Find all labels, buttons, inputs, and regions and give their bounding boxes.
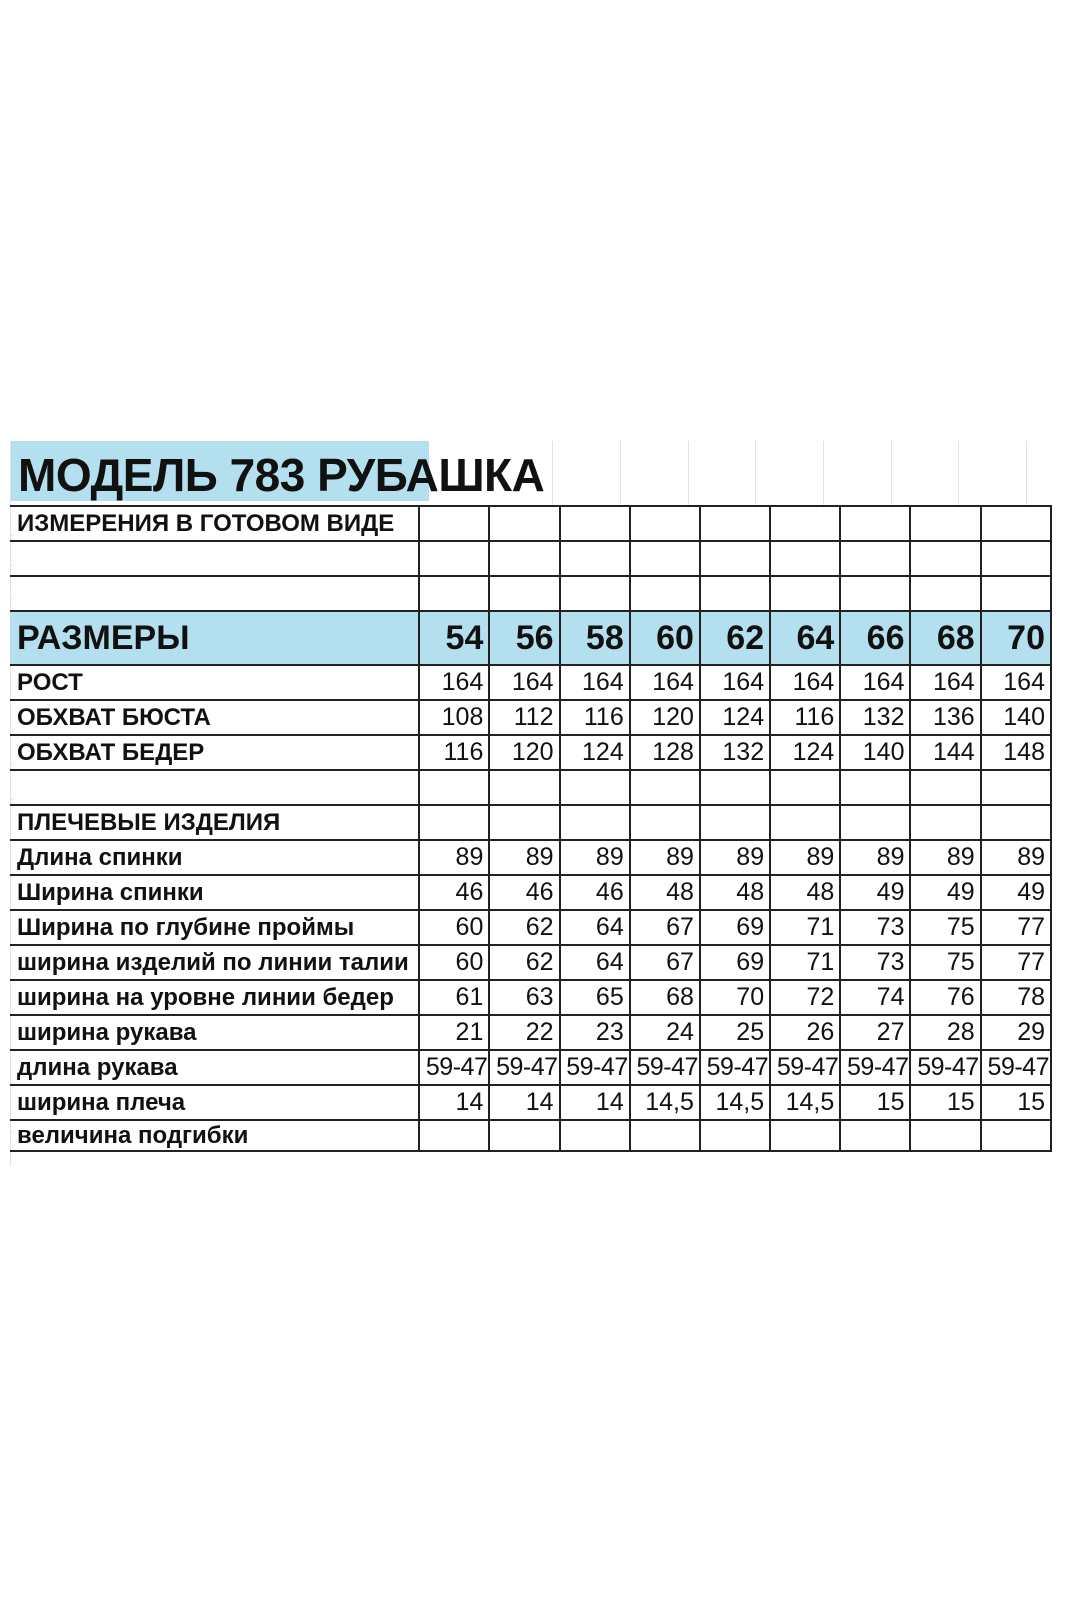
gridline [688,441,689,507]
value-cell: 89 [489,840,559,875]
value-cell [700,770,770,805]
row-label: Ширина спинки [10,875,419,910]
value-cell: 132 [840,700,910,735]
value-cell: 70 [700,980,770,1015]
value-cell: 77 [981,910,1051,945]
body-measurement-row [10,665,1051,700]
value-cell: 23 [560,1015,630,1050]
value-cell: 89 [700,840,770,875]
size-header-cell: 68 [910,611,980,665]
value-cell: 89 [981,840,1051,875]
size-header-cell: 58 [560,611,630,665]
value-cell [700,805,770,840]
gridline [552,441,553,507]
value-cell: 59-47 [489,1050,559,1085]
value-cell [840,770,910,805]
value-cell: 164 [910,665,980,700]
value-cell: 89 [840,840,910,875]
value-cell [419,576,489,611]
row-label: Ширина по глубине проймы [10,910,419,945]
value-cell [840,805,910,840]
value-cell [910,576,980,611]
cut-off-label: величина подгибки [10,1120,419,1151]
value-cell [489,805,559,840]
value-cell [630,506,700,541]
value-cell: 89 [630,840,700,875]
value-cell: 46 [489,875,559,910]
value-cell: 61 [419,980,489,1015]
value-cell: 14,5 [700,1085,770,1120]
value-cell: 48 [630,875,700,910]
size-header-cell: 66 [840,611,910,665]
value-cell: 62 [489,910,559,945]
value-cell: 65 [560,980,630,1015]
value-cell: 64 [560,945,630,980]
value-cell: 69 [700,945,770,980]
value-cell: 78 [981,980,1051,1015]
value-cell [419,541,489,576]
value-cell: 73 [840,910,910,945]
row-label: ширина изделий по линии талии [10,945,419,980]
value-cell: 124 [770,735,840,770]
size-header-cell: 62 [700,611,770,665]
value-cell [840,576,910,611]
value-cell: 120 [630,700,700,735]
value-cell: 67 [630,945,700,980]
value-cell: 89 [910,840,980,875]
value-cell: 14 [419,1085,489,1120]
row-label: ширина рукава [10,1015,419,1050]
value-cell: 140 [840,735,910,770]
value-cell [560,541,630,576]
value-cell: 14 [489,1085,559,1120]
value-cell [560,805,630,840]
value-cell: 68 [630,980,700,1015]
value-cell [981,770,1051,805]
value-cell [910,1120,980,1151]
value-cell [770,506,840,541]
value-cell [770,805,840,840]
value-cell [560,770,630,805]
value-cell [840,1120,910,1151]
value-cell [630,1120,700,1151]
value-cell [910,805,980,840]
row-label: ширина на уровне линии бедер [10,980,419,1015]
value-cell [981,541,1051,576]
garment-measurement-row [10,910,1051,945]
value-cell [910,770,980,805]
value-cell: 75 [910,945,980,980]
value-cell [981,576,1051,611]
value-cell: 164 [419,665,489,700]
value-cell: 14,5 [630,1085,700,1120]
value-cell [560,506,630,541]
value-cell: 116 [419,735,489,770]
value-cell [630,541,700,576]
value-cell: 21 [419,1015,489,1050]
body-measurement-row [10,735,1051,770]
gridline [620,441,621,507]
value-cell: 136 [910,700,980,735]
value-cell [770,1120,840,1151]
value-cell [630,576,700,611]
row-label: ОБХВАТ БЮСТА [10,700,419,735]
value-cell: 71 [770,910,840,945]
value-cell: 164 [770,665,840,700]
value-cell [981,1120,1051,1151]
value-cell [981,506,1051,541]
value-cell: 49 [981,875,1051,910]
garment-measurement-row [10,1015,1051,1050]
size-header-cell: 70 [981,611,1051,665]
value-cell: 59-47 [770,1050,840,1085]
value-cell [630,805,700,840]
value-cell: 15 [981,1085,1051,1120]
section-title-row [10,805,1051,840]
value-cell: 89 [560,840,630,875]
value-cell: 59-47 [560,1050,630,1085]
value-cell: 25 [700,1015,770,1050]
garment-measurement-row [10,1050,1051,1085]
value-cell: 59-47 [419,1050,489,1085]
empty-row [10,770,1051,805]
row-label: длина рукава [10,1050,419,1085]
value-cell: 59-47 [630,1050,700,1085]
value-cell: 71 [770,945,840,980]
size-header-cell: 54 [419,611,489,665]
value-cell: 59-47 [840,1050,910,1085]
value-cell: 144 [910,735,980,770]
garment-measurement-row [10,875,1051,910]
sizes-header-row [10,611,1051,665]
value-cell: 14,5 [770,1085,840,1120]
value-cell: 120 [489,735,559,770]
value-cell: 67 [630,910,700,945]
value-cell: 77 [981,945,1051,980]
value-cell [489,576,559,611]
value-cell: 59-47 [981,1050,1051,1085]
garment-measurement-row [10,1085,1051,1120]
value-cell: 164 [981,665,1051,700]
value-cell: 64 [560,910,630,945]
value-cell: 63 [489,980,559,1015]
value-cell [489,770,559,805]
gridline [755,441,756,507]
garment-measurement-row [10,945,1051,980]
size-table [10,505,1052,1152]
value-cell: 27 [840,1015,910,1050]
value-cell [700,541,770,576]
value-cell: 164 [630,665,700,700]
row-label: ОБХВАТ БЕДЕР [10,735,419,770]
gridline [1026,441,1027,507]
value-cell: 48 [700,875,770,910]
value-cell: 46 [419,875,489,910]
value-cell [560,1120,630,1151]
value-cell [419,1120,489,1151]
value-cell: 164 [560,665,630,700]
value-cell: 72 [770,980,840,1015]
value-cell: 49 [910,875,980,910]
value-cell: 24 [630,1015,700,1050]
value-cell: 148 [981,735,1051,770]
value-cell: 15 [840,1085,910,1120]
value-cell: 164 [700,665,770,700]
garment-measurement-row [10,840,1051,875]
value-cell [770,576,840,611]
value-cell [560,576,630,611]
value-cell: 48 [770,875,840,910]
value-cell [419,506,489,541]
gridline [891,441,892,507]
value-cell [419,805,489,840]
value-cell: 14 [560,1085,630,1120]
value-cell: 124 [700,700,770,735]
value-cell [840,541,910,576]
value-cell [489,1120,559,1151]
value-cell: 62 [489,945,559,980]
size-table-body [10,506,1051,1151]
value-cell: 112 [489,700,559,735]
value-cell: 128 [630,735,700,770]
value-cell: 29 [981,1015,1051,1050]
value-cell [489,541,559,576]
empty-row [10,541,1051,576]
value-cell [981,805,1051,840]
row-label [10,576,419,611]
value-cell: 164 [489,665,559,700]
value-cell [630,770,700,805]
row-label: Длина спинки [10,840,419,875]
sizes-label: РАЗМЕРЫ [10,611,419,665]
value-cell: 22 [489,1015,559,1050]
value-cell: 15 [910,1085,980,1120]
value-cell: 89 [770,840,840,875]
value-cell [910,541,980,576]
value-cell: 69 [700,910,770,945]
row-label [10,770,419,805]
row-label: РОСТ [10,665,419,700]
row-label: ширина плеча [10,1085,419,1120]
value-cell: 76 [910,980,980,1015]
size-chart-sheet [10,441,1053,1166]
value-cell: 89 [419,840,489,875]
body-measurement-row [10,700,1051,735]
value-cell [840,506,910,541]
value-cell [700,576,770,611]
value-cell [770,770,840,805]
cut-off-row [10,1120,1051,1151]
empty-row [10,576,1051,611]
size-header-cell: 60 [630,611,700,665]
value-cell: 75 [910,910,980,945]
value-cell [700,1120,770,1151]
row-label [10,541,419,576]
value-cell: 46 [560,875,630,910]
garment-measurement-row [10,980,1051,1015]
value-cell: 74 [840,980,910,1015]
value-cell: 59-47 [910,1050,980,1085]
size-header-cell: 56 [489,611,559,665]
value-cell: 132 [700,735,770,770]
value-cell: 140 [981,700,1051,735]
gridline [958,441,959,507]
value-cell: 164 [840,665,910,700]
value-cell: 26 [770,1015,840,1050]
subtitle-row [10,506,1051,541]
size-header-cell: 64 [770,611,840,665]
value-cell: 59-47 [700,1050,770,1085]
page-title: МОДЕЛЬ 783 РУБАШКА [18,449,545,501]
value-cell: 73 [840,945,910,980]
value-cell: 60 [419,910,489,945]
value-cell: 49 [840,875,910,910]
value-cell: 124 [560,735,630,770]
value-cell: 108 [419,700,489,735]
value-cell: 28 [910,1015,980,1050]
gridline [823,441,824,507]
value-cell: 116 [770,700,840,735]
value-cell [700,506,770,541]
table-subtitle: ИЗМЕРЕНИЯ В ГОТОВОМ ВИДЕ [10,506,419,541]
value-cell: 116 [560,700,630,735]
value-cell [489,506,559,541]
section-title: ПЛЕЧЕВЫЕ ИЗДЕЛИЯ [10,805,419,840]
value-cell: 60 [419,945,489,980]
value-cell [770,541,840,576]
value-cell [910,506,980,541]
value-cell [419,770,489,805]
